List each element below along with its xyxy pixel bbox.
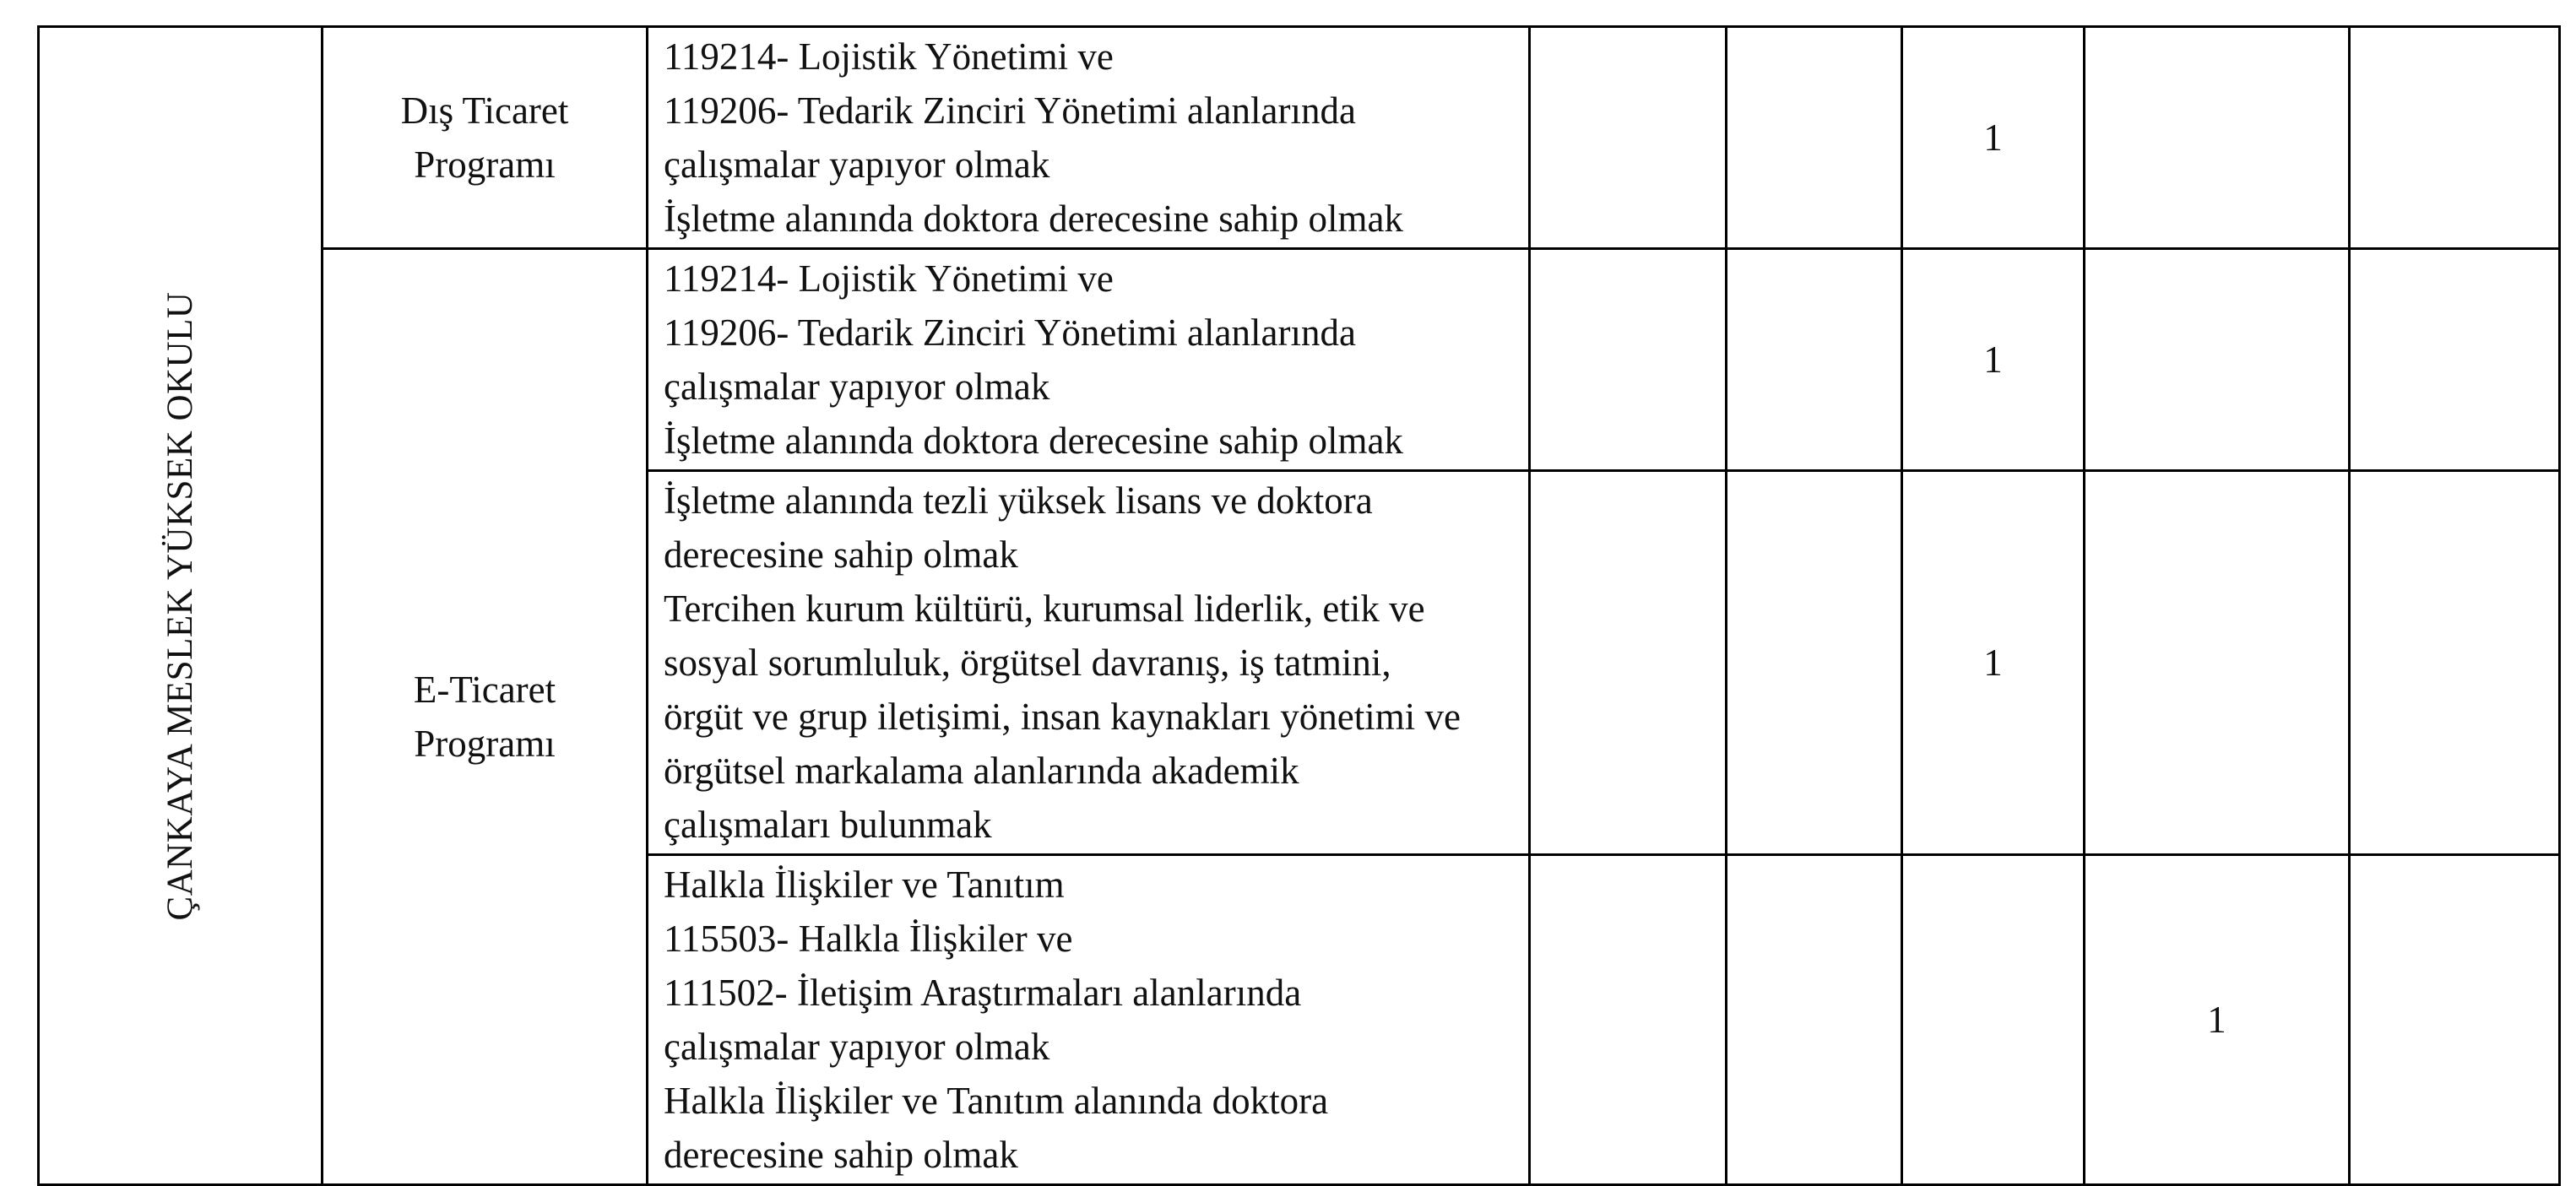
requirement-line: 119206- Tedarik Zinciri Yönetimi alanlarında (664, 311, 1356, 354)
faculty-name: ÇANKAYA MESLEK YÜKSEK OKULU (160, 291, 200, 920)
requirements-cell (648, 27, 1530, 249)
requirement-line: çalışmaları bulunmak (664, 804, 992, 846)
requirement-line: derecesine sahip olmak (664, 1134, 1018, 1176)
count-cell (1530, 471, 1727, 855)
requirement-line: İşletme alanında doktora derecesine sahip olmak (664, 198, 1403, 240)
count-cell (2085, 471, 2350, 855)
requirements-cell (648, 471, 1530, 855)
requirement-line: örgütsel markalama alanlarında akademik (664, 750, 1299, 792)
requirement-line: derecesine sahip olmak (664, 533, 1018, 576)
requirement-line: çalışmalar yapıyor olmak (664, 1026, 1050, 1068)
count-cell (1727, 471, 1902, 855)
requirement-line: İşletme alanında tezli yüksek lisans ve doktora (664, 479, 1373, 522)
program-name-line: Programı (414, 144, 556, 186)
program-name-line: Dış Ticaret (400, 89, 569, 132)
count-cell (1530, 27, 1727, 249)
program-cell-e-ticaret (323, 249, 648, 1185)
count-cell (2350, 27, 2560, 249)
count-cell (2085, 249, 2350, 471)
requirement-line: Halkla İlişkiler ve Tanıtım alanında doktora (664, 1080, 1329, 1122)
count-cell (2350, 249, 2560, 471)
count-cell: 1 (2085, 855, 2350, 1185)
requirement-line: 119214- Lojistik Yönetimi ve (664, 257, 1114, 300)
requirement-line: Tercihen kurum kültürü, kurumsal liderlik, etik ve (664, 588, 1425, 630)
table-row (39, 27, 2560, 249)
count-cell (2350, 855, 2560, 1185)
requirement-line: çalışmalar yapıyor olmak (664, 144, 1050, 186)
table-row (39, 249, 2560, 471)
requirement-line: 115503- Halkla İlişkiler ve (664, 918, 1073, 960)
faculty-cell (39, 27, 323, 1185)
count-cell (1727, 249, 1902, 471)
count-cell (1727, 855, 1902, 1185)
count-cell (2350, 471, 2560, 855)
count-cell: 1 (1902, 27, 2085, 249)
program-cell-dis-ticaret (323, 27, 648, 249)
staff-requirements-table (37, 25, 2561, 1186)
requirement-line: 111502- İletişim Araştırmaları alanlarında (664, 972, 1302, 1014)
requirement-line: 119206- Tedarik Zinciri Yönetimi alanlarında (664, 89, 1356, 132)
program-name-line: Programı (414, 723, 556, 765)
requirement-line: sosyal sorumluluk, örgütsel davranış, iş tatmini, (664, 642, 1391, 684)
requirement-line: örgüt ve grup iletişimi, insan kaynakları yönetimi ve (664, 696, 1461, 738)
count-cell: 1 (1902, 249, 2085, 471)
requirements-cell (648, 249, 1530, 471)
requirement-line: 119214- Lojistik Yönetimi ve (664, 35, 1114, 78)
program-name-line: E-Ticaret (413, 669, 556, 711)
requirement-line: Halkla İlişkiler ve Tanıtım (664, 864, 1065, 906)
count-cell (1530, 249, 1727, 471)
count-cell (2085, 27, 2350, 249)
count-cell: 1 (1902, 471, 2085, 855)
requirement-line: çalışmalar yapıyor olmak (664, 366, 1050, 408)
count-cell (1530, 855, 1727, 1185)
requirements-cell (648, 855, 1530, 1185)
count-cell (1902, 855, 2085, 1185)
requirement-line: İşletme alanında doktora derecesine sahip olmak (664, 420, 1403, 462)
count-cell (1727, 27, 1902, 249)
